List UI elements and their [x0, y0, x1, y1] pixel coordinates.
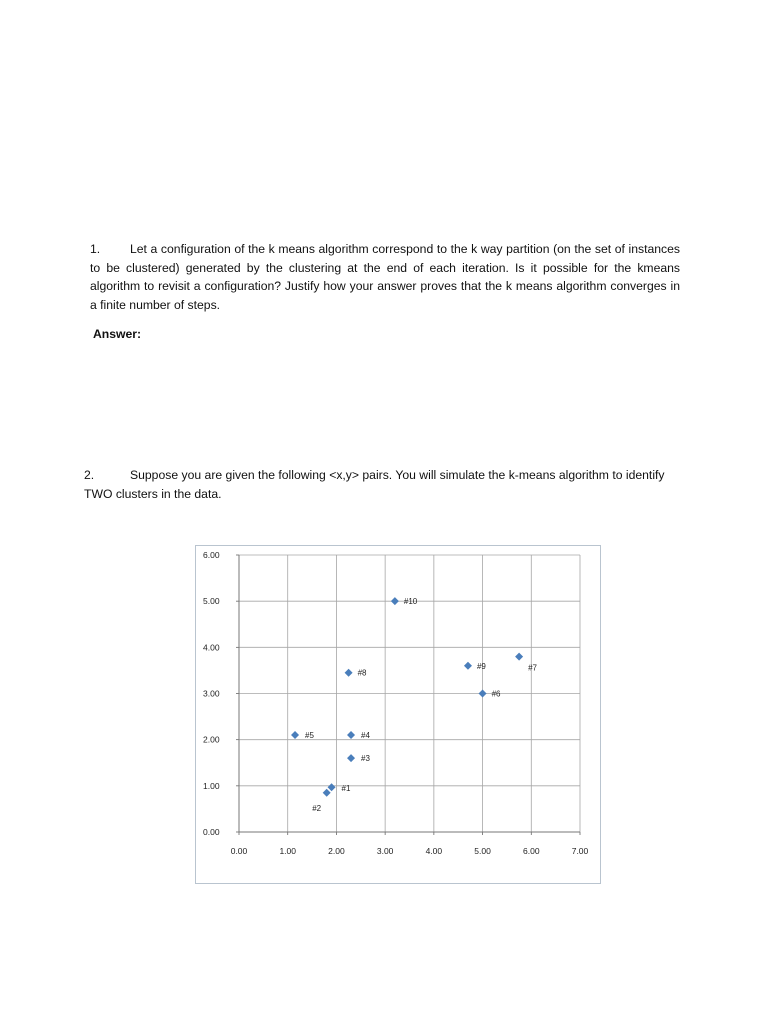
- y-tick-label: 2.00: [203, 734, 220, 745]
- question-2-number: 2.: [84, 468, 95, 482]
- scatter-chart: [195, 545, 601, 884]
- data-point-marker: [464, 662, 472, 670]
- data-point-marker: [328, 783, 336, 791]
- data-point-label: #2: [312, 803, 322, 813]
- data-point-label: #5: [305, 731, 314, 741]
- data-point-label: #6: [491, 689, 501, 699]
- y-tick-label: 1.00: [203, 780, 220, 791]
- data-point-marker: [391, 597, 399, 605]
- question-2: [84, 466, 684, 503]
- x-tick-label: 0.00: [230, 846, 248, 856]
- y-tick-label: 3.00: [203, 688, 220, 699]
- question-1: [90, 240, 680, 314]
- data-point-label: #10: [403, 597, 418, 607]
- x-tick-label: 3.00: [376, 846, 394, 856]
- data-point-marker: [291, 731, 299, 739]
- data-point-marker: [347, 731, 355, 739]
- data-point-marker: [345, 669, 353, 677]
- scatter-plot-svg: [196, 546, 600, 883]
- x-tick-label: 6.00: [523, 846, 540, 856]
- data-point-label: #1: [341, 784, 351, 794]
- data-point-label: #8: [357, 668, 367, 678]
- y-tick-label: 6.00: [203, 550, 220, 560]
- answer-label: Answer:: [93, 327, 142, 341]
- question-2-paragraph: [84, 466, 684, 503]
- data-point-marker: [323, 789, 331, 797]
- y-tick-label: 4.00: [203, 642, 220, 653]
- x-tick-label: 1.00: [279, 846, 296, 856]
- data-point-label: #4: [361, 731, 370, 741]
- x-tick-label: 4.00: [425, 846, 443, 856]
- data-point-label: #3: [361, 754, 370, 764]
- data-point-marker: [479, 690, 487, 698]
- question-1-number: 1.: [90, 242, 101, 256]
- question-2-text: Suppose you are given the following <x,y> pairs. You will simulate the k-means algorithm to identify TWO clusters in the data.: [84, 468, 665, 501]
- x-tick-label: 2.00: [328, 846, 345, 856]
- y-tick-label: 5.00: [203, 596, 220, 607]
- x-tick-label: 7.00: [571, 846, 589, 856]
- data-point-marker: [347, 754, 355, 762]
- data-point-label: #7: [528, 663, 538, 673]
- question-1-paragraph: [90, 240, 680, 314]
- question-1-text: Let a configuration of the k means algorithm correspond to the k way partition (on the set of instances to be clustered) generated by the clustering at the end of each iteration. Is it possible for the kmeans algorithm to revisit a configuration? Justify how your answer proves that the k means algorithm converges in a finite number of steps.: [90, 242, 680, 312]
- x-tick-label: 5.00: [474, 846, 491, 856]
- data-point-marker: [515, 653, 523, 661]
- y-tick-label: 0.00: [203, 827, 220, 837]
- data-point-label: #9: [476, 661, 486, 671]
